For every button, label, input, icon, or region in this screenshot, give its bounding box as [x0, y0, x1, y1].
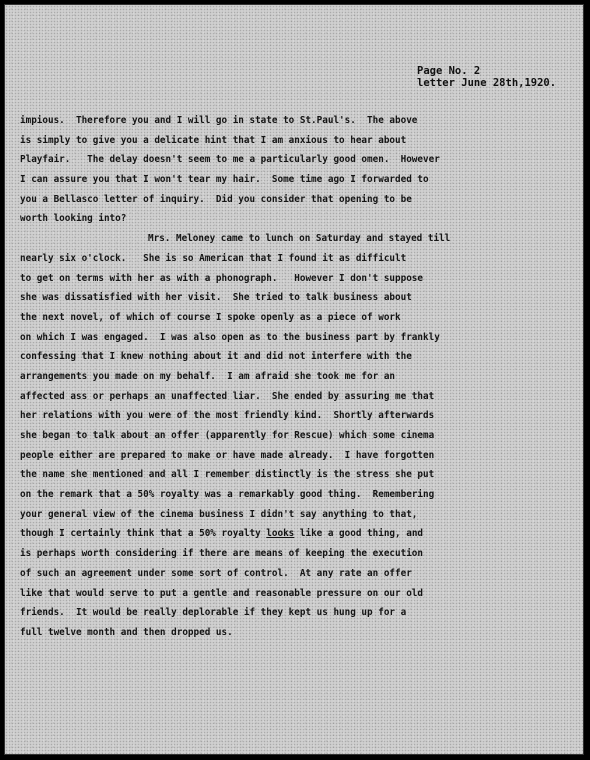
letter-page [4, 4, 584, 755]
text-line: confessing that I knew nothing about it and did not interfere with the [20, 351, 412, 363]
text-line: you a Bellasco letter of inquiry. Did you consider that opening to be [20, 193, 412, 205]
text-line: to get on terms with her as with a phonograph. However I don't suppose [20, 272, 423, 284]
text-segment: though I certainly think that a 50% royalty [20, 528, 267, 540]
text-line: is simply to give you a delicate hint that I am anxious to hear about [20, 134, 407, 146]
text-line: friends. It would be really deplorable if they kept us hung up for a [20, 607, 407, 619]
text-line: arrangements you made on my behalf. I am afraid she took me for an [20, 370, 396, 382]
text-line: like that would serve to put a gentle and reasonable pressure on our old [20, 587, 423, 599]
text-line: on the remark that a 50% royalty was a remarkably good thing. Remembering [20, 489, 435, 501]
text-line: people either are prepared to make or have made already. I have forgotten [20, 449, 435, 461]
text-line: impious. Therefore you and I will go in state to St.Paul's. The above [20, 115, 418, 126]
text-line: I can assure you that I won't tear my hair. Some time ago I forwarded to [20, 174, 429, 186]
text-line: worth looking into? [20, 213, 127, 225]
letter-body [20, 111, 580, 643]
text-line: on which I was engaged. I was also open as to the business part by frankly [20, 331, 440, 343]
letter-date: letter June 28th,1920. [417, 77, 557, 89]
text-segment: like a good thing, and [294, 528, 424, 540]
page-header [417, 65, 556, 89]
text-line: the name she mentioned and all I remember distinctly is the stress she put [20, 469, 435, 481]
text-line: she was dissatisfied with her visit. She tried to talk business about [20, 292, 412, 304]
paragraph-start-line: Mrs. Meloney came to lunch on Saturday and stayed till [148, 233, 451, 245]
underlined-word: looks [266, 528, 295, 540]
text-line-with-underline [20, 524, 580, 544]
text-line: her relations with you were of the most friendly kind. Shortly afterwards [20, 410, 435, 422]
text-line: she began to talk about an offer (apparently for Rescue) which some cinema [20, 430, 435, 441]
text-line: the next novel, of which of course I spoke openly as a piece of work [20, 311, 401, 323]
text-line: of such an agreement under some sort of control. At any rate an offer [20, 567, 412, 579]
text-line: affected ass or perhaps an unaffected liar. She ended by assuring me that [20, 390, 435, 402]
text-line: Playfair. The delay doesn't seem to me a particularly good omen. However [20, 154, 440, 166]
text-line: your general view of the cinema business I didn't say anything to that, [20, 508, 418, 520]
text-line: nearly six o'clock. She is so American that I found it as difficult [20, 252, 407, 264]
text-line: full twelve month and then dropped us. [20, 626, 233, 638]
page-number: Page No. 2 [417, 65, 481, 77]
text-line: is perhaps worth considering if there are means of keeping the execution [20, 548, 423, 560]
